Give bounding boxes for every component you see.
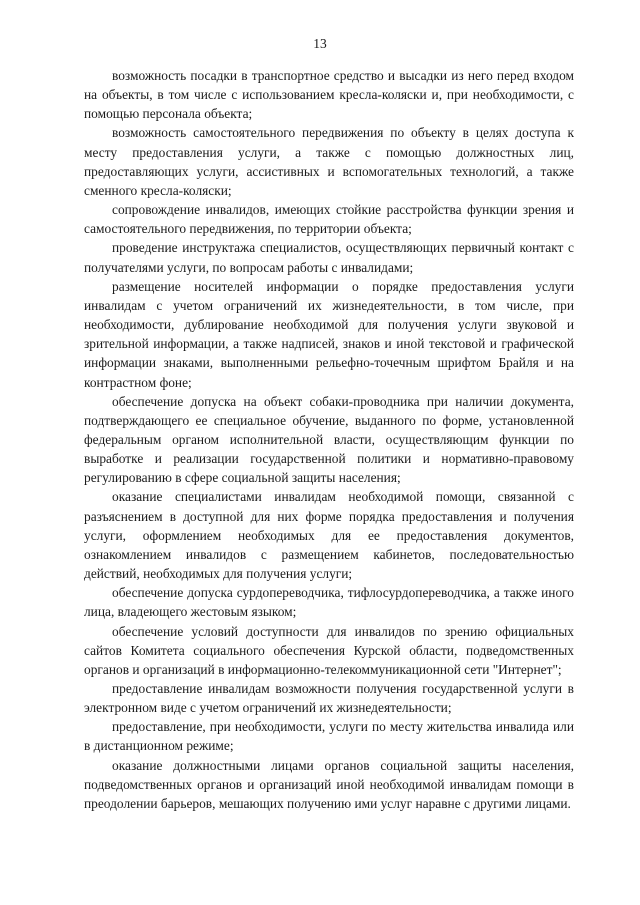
paragraph-sign-language-interpreter: обеспечение допуска сурдопереводчика, тифлосурдопереводчика, а также иного лица, владеющего жестовым языком;	[84, 585, 574, 620]
paragraph-information-placement: размещение носителей информации о порядке предоставления услуги инвалидам с учетом ограничений их жизнедеятельности, в том числе, при необходимости, дублирование необходимой для получения услуги звуковой и зрительной информации, а также надписей, знаков и иной текстовой и графической информации знаками, выполненными рельефно-точечным шрифтом Брайля и на контрастном фоне;	[84, 278, 574, 390]
page-number: 13	[313, 36, 327, 51]
paragraph-staff-instruction: проведение инструктажа специалистов, осуществляющих первичный контакт с получателями услуги, по вопросам работы с инвалидами;	[84, 240, 574, 275]
paragraph-remote-service: предоставление, при необходимости, услуги по месту жительства инвалида или в дистанционном режиме;	[84, 719, 574, 754]
document-body	[84, 66, 574, 813]
paragraph-barrier-assistance: оказание должностными лицами органов социальной защиты населения, подведомственных органов и организаций иной необходимой инвалидам помощи в преодолении барьеров, мешающих получению ими услуг наравне с другими лицами.	[84, 757, 574, 811]
paragraph-boarding-vehicle: возможность посадки в транспортное средство и высадки из него перед входом на объекты, в том числе с использованием кресла-коляски и, при необходимости, с помощью персонала объекта;	[84, 68, 574, 122]
paragraph-website-accessibility: обеспечение условий доступности для инвалидов по зрению официальных сайтов Комитета социального обеспечения Курской области, подведомственных органов и организаций в информационно-телекоммуникационной сети "Интернет";	[84, 623, 574, 677]
paragraph-guide-dog-access: обеспечение допуска на объект собаки-проводника при наличии документа, подтверждающего ее специальное обучение, выданного по форме, установленной федеральным органом исполнительной власти, осуществляющим функции по выработке и реализации государственной политики и нормативно-правовому регулированию в сфере социальной защиты населения;	[84, 393, 574, 486]
paragraph-independent-movement: возможность самостоятельного передвижения по объекту в целях доступа к месту предоставления услуги, а также с помощью должностных лиц, предоставляющих услуги, ассистивных и вспомогательных технологий, а также сменного кресла-коляски;	[84, 125, 574, 198]
paragraph-specialist-assistance: оказание специалистами инвалидам необходимой помощи, связанной с разъяснением в доступной для них форме порядка предоставления и получения услуги, оформлением необходимых для ее предоставления документов, ознакомлением инвалидов с размещением кабинетов, последовательностью действий, необходимых для получения услуги;	[84, 489, 574, 582]
paragraph-escort-disabled: сопровождение инвалидов, имеющих стойкие расстройства функции зрения и самостоятельного передвижения, по территории объекта;	[84, 202, 574, 237]
paragraph-electronic-service: предоставление инвалидам возможности получения государственной услуги в электронном виде с учетом ограничений их жизнедеятельности;	[84, 681, 574, 716]
